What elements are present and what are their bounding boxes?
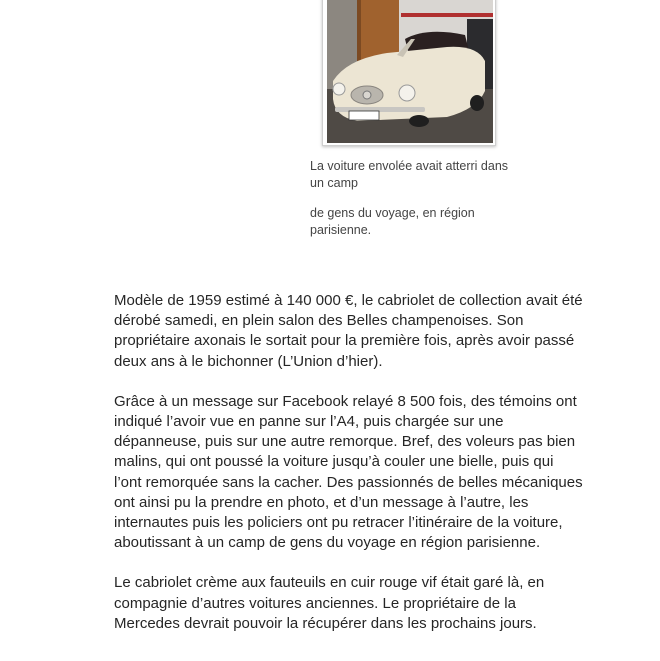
- photo-caption-line1: La voiture envolée avait atterri dans un camp: [310, 159, 509, 190]
- article-paragraph-3: Le cabriolet crème aux fauteuils en cuir rouge vif était garé là, en compagnie d’autres voitures anciennes. Le propriétaire de la Mercedes devrait pouvoir la récupérer dans les prochains jours.: [114, 574, 545, 632]
- article-paragraph-2: Grâce à un message sur Facebook relayé 8 500 fois, des témoins ont indiqué l’avoir vue en panne sur l’A4, puis chargée sur une dépanneuse, puis sur une autre remorque. Bref, des voleurs pas bien malins, qui ont poussé la voiture jusqu’à couler une bielle, puis qui l’ont remorquée sans la cacher. Des passionnés de belles mécaniques ont ainsi pu la prendre en photo, et d’un message à l’autre, les internautes puis les policiers ont pu retracer l’itinéraire de la voiture, aboutissant à un camp de gens du voyage en région parisienne.: [114, 392, 583, 552]
- article-paragraph-1: Modèle de 1959 estimé à 140 000 €, le cabriolet de collection avait été dérobé samedi, en plein salon des Belles champenoises. Son propriétaire axonais le sortait pour la première fois, après avoir passé deux ans à le bichonner (L’Union d’hier).: [114, 292, 583, 370]
- photo-caption-line2: de gens du voyage, en région parisienne.: [310, 206, 475, 237]
- article-body: [114, 291, 584, 654]
- car-photo-image: [327, 0, 493, 143]
- article-photo: [322, 0, 496, 146]
